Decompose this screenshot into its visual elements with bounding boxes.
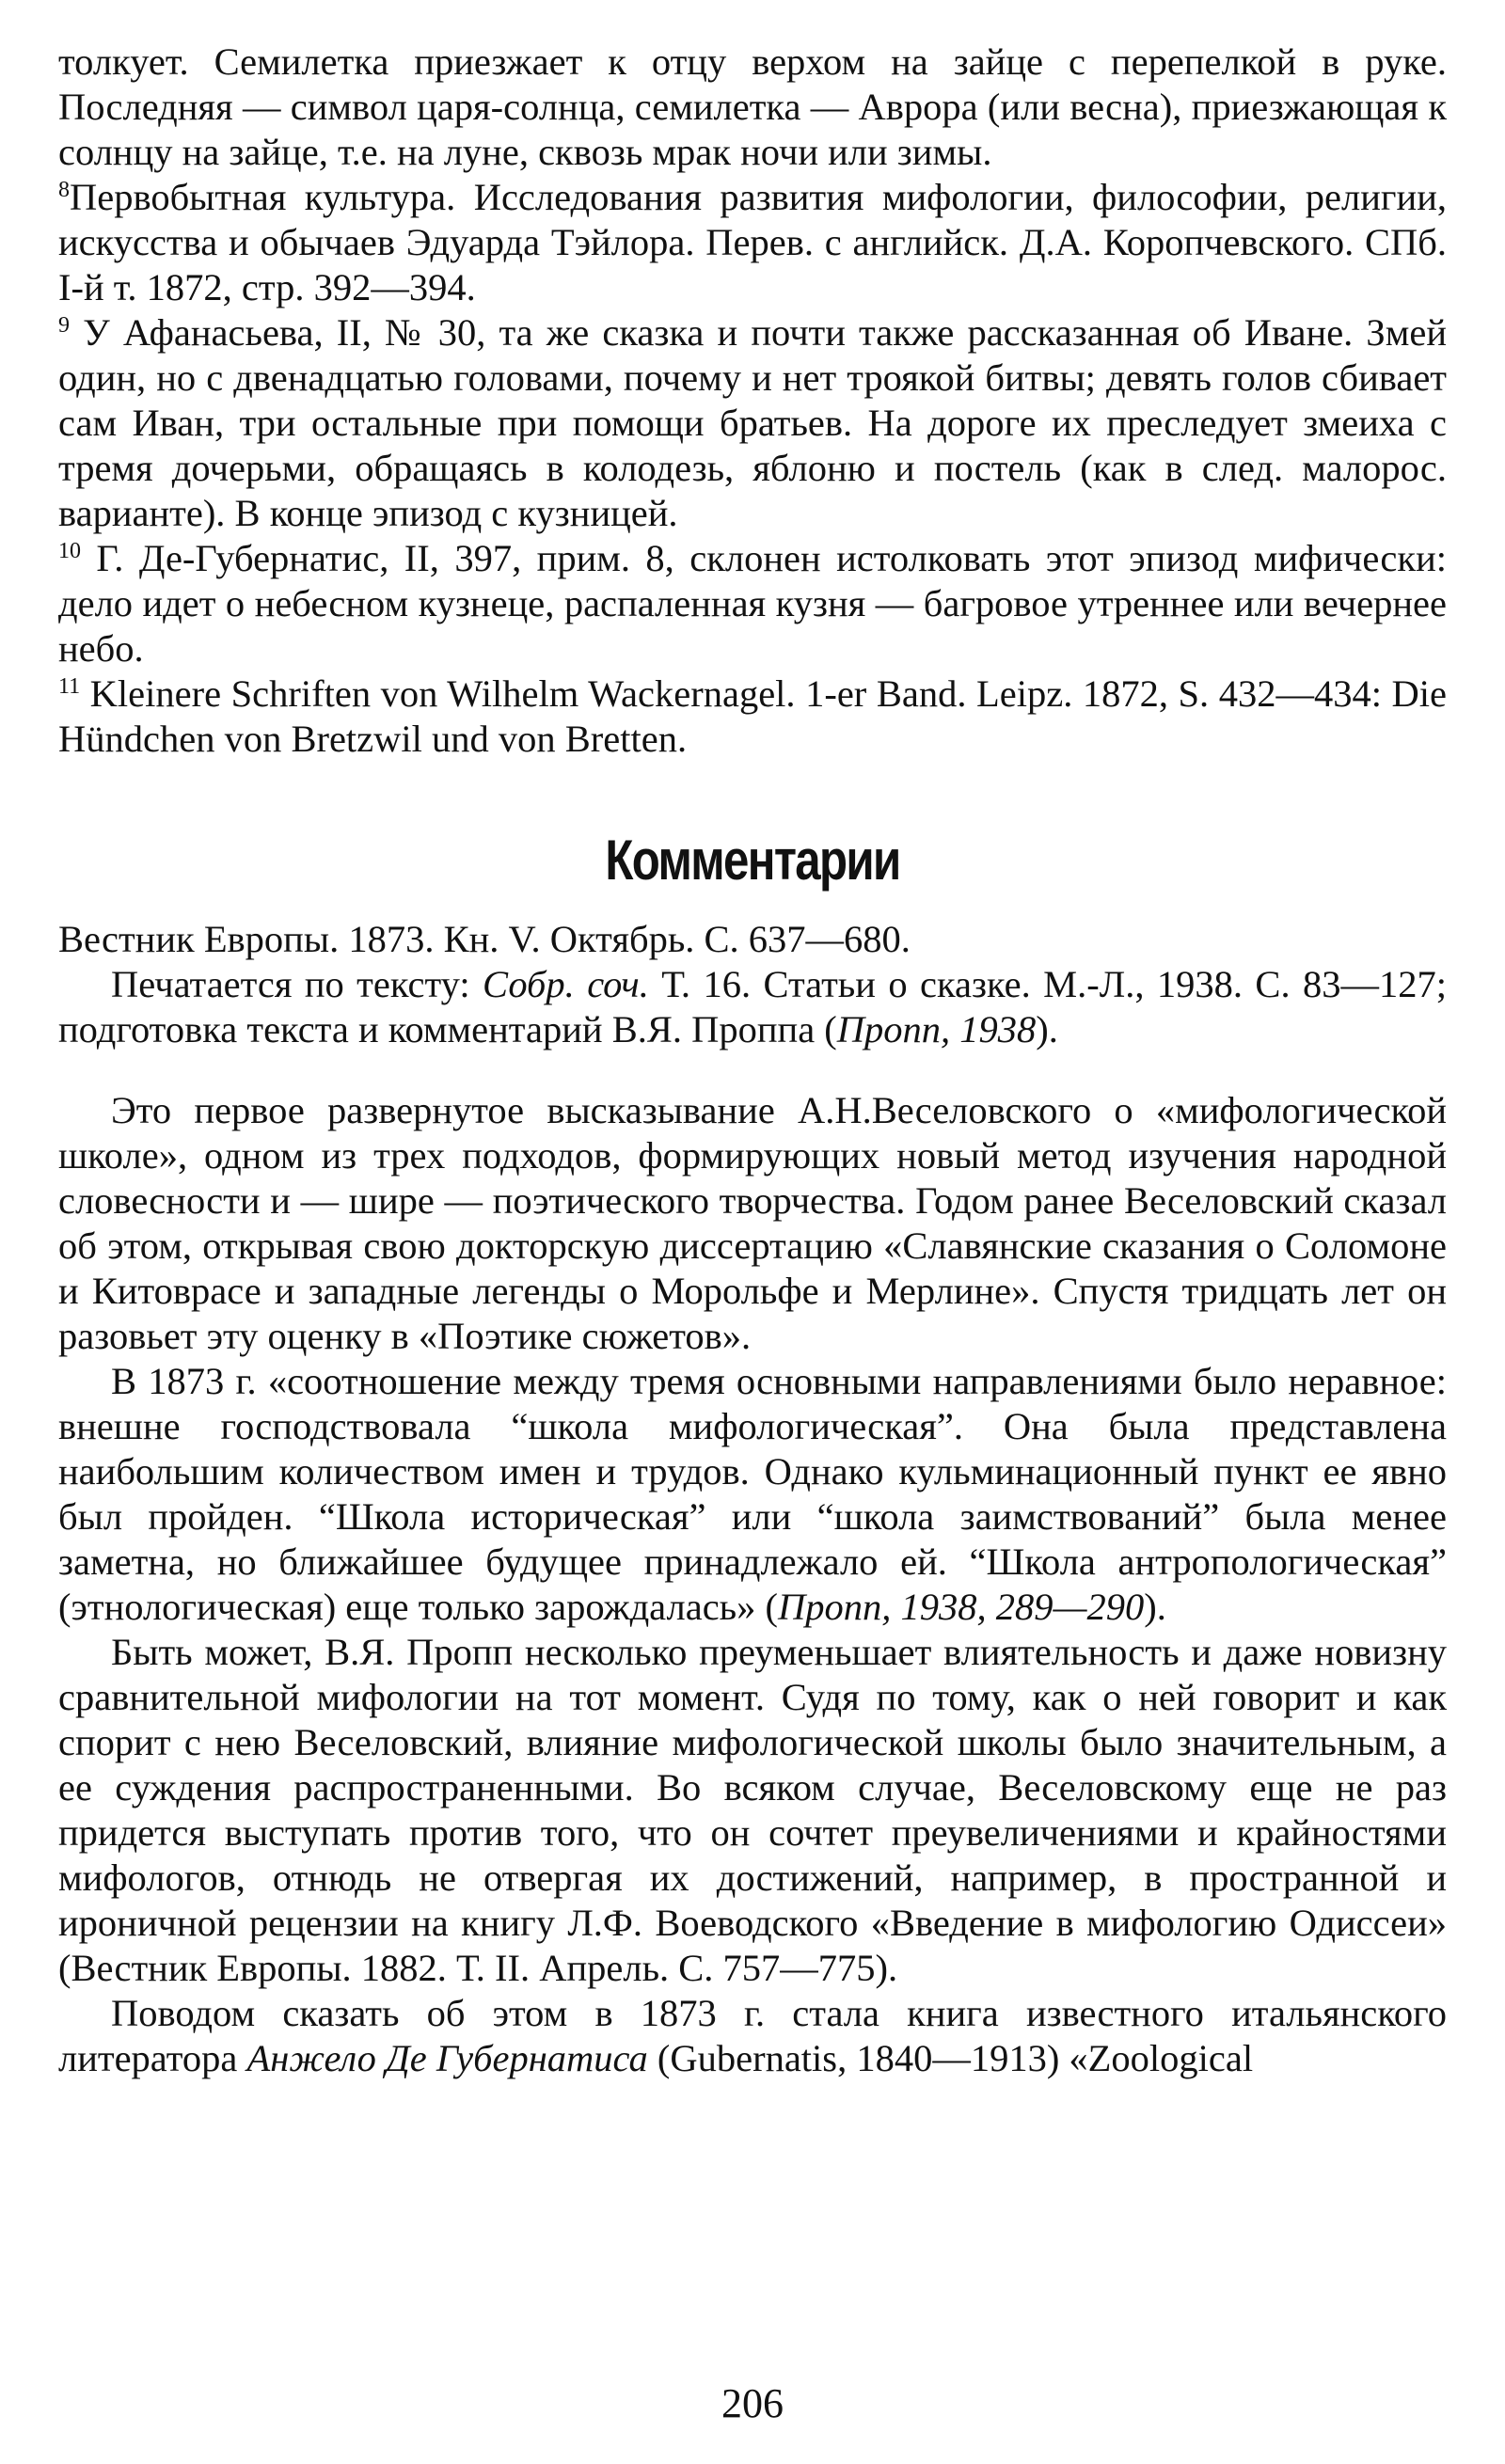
footnote-9-text: У Афанасьева, II, № 30, та же сказка и почти также рассказанная об Иване. Змей один, но с двенадцатью головами, почему и нет троякой битвы; девять голов сбивает сам Иван, три остальные при помощи братьев. На дороге их преследует змеиха с тремя дочерьми, обращаясь в колодезь, яблоню и постель (как в след. малорос. варианте). В конце эпизод с кузницей. [58,311,1447,534]
source-line: Вестник Европы. 1873. Кн. V. Октябрь. С. 637—680. [58,918,911,960]
body-paragraph-3: Быть может, В.Я. Пропп несколько преуменьшает влиятельность и даже новизну сравнительной мифологии на тот момент. Судя по тому, как о ней говорит и как спорит с нею Веселовский, влияние мифологической школы было значительным, а ее суждения распространенными. Во всяком случае, Веселовскому еще не раз придется выступать против того, что он сочтет преувеличениями и крайностями мифологов, отнюдь не отвергая их достижений, например, в пространной и ироничной рецензии на книгу Л.Ф. Воеводского «Введение в мифологию Одиссеи» (Вестник Европы. 1882. Т. II. Апрель. С. 757—775). [58,1631,1447,1989]
print-note-a: Печатается по тексту: [111,963,483,1005]
paragraph-gap [58,1052,1447,1088]
print-note-italic: Собр. соч. [483,963,649,1005]
footnote-continuation: толкует. Семилетка приезжает к отцу верхом на зайце с перепелкой в руке. Последняя — символ царя-солнца, семилетка — Аврора (или весна), приезжающая к солнцу на зайце, т.е. на луне, сквозь мрак ночи или зимы. [58,40,1447,173]
footnote-9 [58,310,1447,536]
footnote-10 [58,536,1447,671]
footnote-8 [58,175,1447,310]
body-paragraph-2 [58,1359,1447,1630]
body-paragraph-4 [58,1991,1447,2081]
footnote-8-mark: 8 [58,178,70,202]
print-note-e: ). [1036,1008,1058,1050]
body-paragraph-2-ref: Пропп, 1938, 289—290 [778,1586,1145,1628]
footnote-9-mark: 9 [58,313,70,338]
footnote-11-mark: 11 [58,674,81,699]
footnote-10-text: Г. Де-Губернатис, II, 397, прим. 8, склонен истолковать этот эпизод мифически: дело идет о небесном кузнеце, распаленная кузня — багровое утреннее или вечернее небо. [58,537,1447,670]
body-paragraph-2-c: ). [1144,1586,1166,1628]
footnote-11 [58,671,1447,762]
footnote-10-mark: 10 [58,539,81,563]
body-paragraph-4-name: Анжело Де Губернатиса [246,2037,648,2079]
body-paragraph-1: Это первое развернутое высказывание А.Н.Веселовского о «мифологической школе», одном из трех подходов, формирующих новый метод изучения народной словесности и — шире — поэтического творчества. Годом ранее Веселовский сказал об этом, открывая свою докторскую диссертацию «Славянские сказания о Соломоне и Китоврасе и западные легенды о Морольфе и Мерлине». Спустя тридцать лет он разовьет эту оценку в «Поэтике сюжетов». [58,1089,1447,1357]
footnote-8-text: Первобытная культура. Исследования развития мифологии, философии, религии, искусства и обычаев Эдуарда Тэйлора. Перев. с английск. Д.А. Коропчевского. СПб. I-й т. 1872, стр. 392—394. [58,176,1447,308]
page-number: 206 [721,2380,784,2426]
footnote-11-text: Kleinere Schriften von Wilhelm Wackernagel. 1-er Band. Leipz. 1872, S. 432—434: Die Hündchen von Bretzwil und von Bretten. [58,672,1447,760]
section-title: Комментарии [605,829,900,892]
body-paragraph-4-c: (Gubernatis, 1840—1913) «Zoological [647,2037,1254,2079]
body-paragraph-4-a: Поводом сказать об этом в 1873 г. стала книга известного итальянского литератора [58,1992,1447,2079]
print-note-ref-italic: Пропп, 1938 [836,1008,1037,1050]
body-paragraph-2-a: В 1873 г. «соотношение между тремя основными направлениями было неравное: внешне господствовала “школа мифологическая”. Она была представлена наибольшим количеством имен и трудов. Однако кульминационный пункт ее явно был пройден. “Школа историческая” или “школа заимствований” была менее заметна, но ближайшее будущее принадлежало ей. “Школа антропологическая” (этнологическая) еще только зарождалась» ( [58,1360,1447,1628]
print-note-c: Т. 16. Статьи о сказке. М.-Л., 1938. С. 83—127; подготовка текста и комментарий В.Я. Проппа ( [58,963,1447,1050]
print-note [58,962,1447,1052]
